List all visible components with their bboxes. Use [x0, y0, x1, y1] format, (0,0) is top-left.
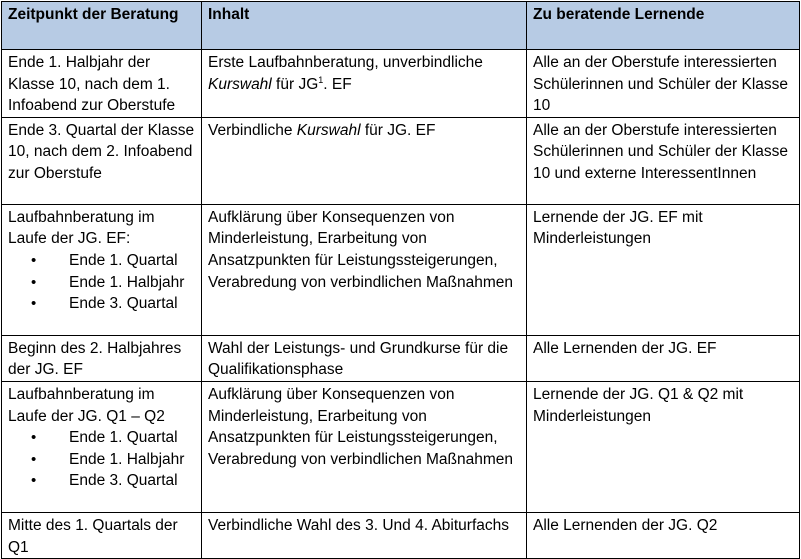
inhalt-text: Verbindliche — [208, 121, 297, 139]
list-item: • Ende 1. Halbjahr — [69, 272, 195, 294]
lernende-cell: Lernende der JG. EF mit Minderleistungen — [527, 204, 800, 335]
zeitpunkt-text: Laufbahnberatung im Laufe der JG. Q1 – Q2 — [8, 385, 165, 425]
lernende-cell: Alle an der Oberstufe interessierten Schülerinnen und Schüler der Klasse 10 und externe InteressentInnen — [527, 117, 800, 204]
inhalt-text: für JG. EF — [360, 121, 436, 139]
inhalt-text: Erste Laufbahnberatung, unverbindliche — [208, 54, 483, 71]
list-item: • Ende 3. Quartal — [69, 293, 195, 315]
zeitpunkt-cell: Ende 1. Halbjahr der Klasse 10, nach dem 1. Infoabend zur Oberstufe — [2, 50, 202, 118]
inhalt-cell: Aufklärung über Konsequenzen von Minderleistung, Erarbeitung von Ansatzpunkten für Leistungssteigerungen, Verabredung von verbindlichen Maßnahmen — [202, 381, 527, 512]
table-row — [2, 50, 800, 118]
inhalt-emphasis: Kurswahl — [208, 75, 272, 93]
header-inhalt: Inhalt — [202, 2, 527, 50]
inhalt-cell: Aufklärung über Konsequenzen von Minderleistung, Erarbeitung von Ansatzpunkten für Leistungssteigerungen, Verabredung von verbindlichen Maßnahmen — [202, 204, 527, 335]
table-row — [2, 512, 800, 558]
zeitpunkt-cell: Mitte des 1. Quartals der Q1 — [2, 512, 202, 558]
inhalt-cell: Verbindliche Wahl des 3. Und 4. Abiturfachs — [202, 512, 527, 558]
zeitpunkt-text: Laufbahnberatung im Laufe der JG. EF: — [8, 208, 155, 248]
inhalt-text: für JG — [271, 75, 319, 93]
inhalt-text: . EF — [323, 75, 352, 93]
beratung-table — [1, 1, 800, 559]
inhalt-cell — [202, 117, 527, 204]
table-header-row — [2, 2, 800, 50]
inhalt-cell: Wahl der Leistungs- und Grundkurse für die Qualifikationsphase — [202, 335, 527, 381]
list-item: • Ende 1. Halbjahr — [69, 449, 195, 471]
lernende-cell: Alle Lernenden der JG. Q2 — [527, 512, 800, 558]
bullet-list — [8, 427, 195, 492]
zeitpunkt-cell — [2, 204, 202, 335]
inhalt-cell — [202, 50, 527, 118]
zeitpunkt-cell: Beginn des 2. Halbjahres der JG. EF — [2, 335, 202, 381]
table-row — [2, 335, 800, 381]
list-item: • Ende 3. Quartal — [69, 470, 195, 492]
table-row — [2, 204, 800, 335]
list-item: • Ende 1. Quartal — [69, 427, 195, 449]
lernende-cell: Alle Lernenden der JG. EF — [527, 335, 800, 381]
bullet-list — [8, 250, 195, 315]
footnote-marker: 1 — [318, 74, 324, 85]
table-row — [2, 117, 800, 204]
lernende-cell: Lernende der JG. Q1 & Q2 mit Minderleistungen — [527, 381, 800, 512]
zeitpunkt-cell — [2, 381, 202, 512]
zeitpunkt-cell: Ende 3. Quartal der Klasse 10, nach dem 2. Infoabend zur Oberstufe — [2, 117, 202, 204]
lernende-cell: Alle an der Oberstufe interessierten Schülerinnen und Schüler der Klasse 10 — [527, 50, 800, 118]
list-item: • Ende 1. Quartal — [69, 250, 195, 272]
header-lernende: Zu beratende Lernende — [527, 2, 800, 50]
inhalt-emphasis: Kurswahl — [296, 121, 361, 139]
table-row — [2, 381, 800, 512]
header-zeitpunkt: Zeitpunkt der Beratung — [2, 2, 202, 50]
